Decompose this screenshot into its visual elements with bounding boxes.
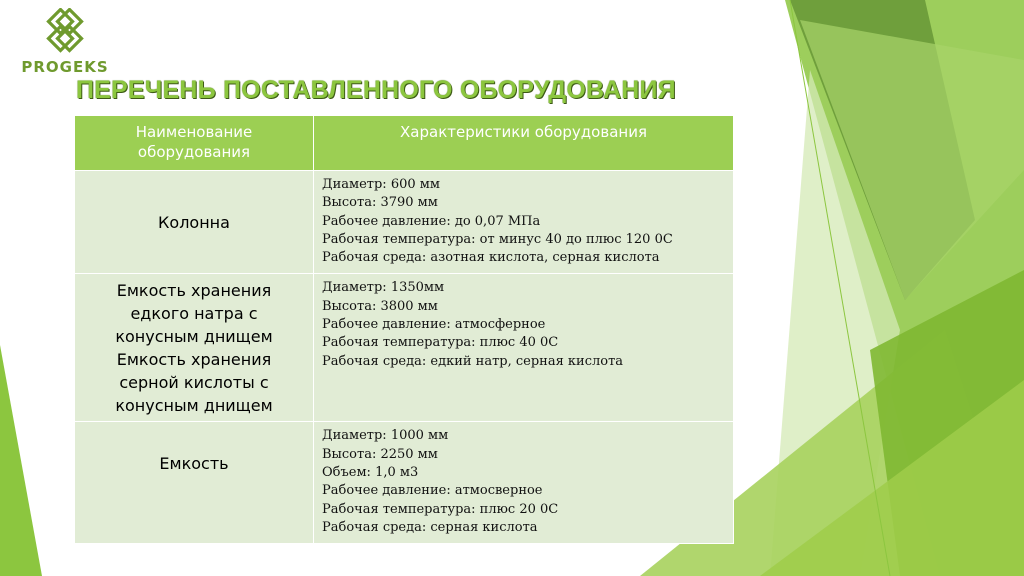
header-equipment-name: Наименование оборудования	[75, 116, 314, 171]
spec-line: Диаметр: 1350мм	[322, 280, 445, 296]
brand-logo	[14, 8, 116, 80]
equipment-name-cell	[75, 274, 314, 422]
equipment-name-cell	[75, 422, 314, 544]
table-row	[75, 171, 734, 274]
spec-line: Диаметр: 600 мм	[322, 177, 440, 192]
page-title: ПЕРЕЧЕНЬ ПОСТАВЛЕННОГО ОБОРУДОВАНИЯ	[76, 76, 676, 104]
equipment-name-line: конусным днищем	[115, 395, 273, 415]
equipment-specs-cell	[314, 171, 734, 274]
spec-line: Рабочая температура: плюс 20 0С	[322, 501, 559, 517]
spec-line: Диаметр: 1000 мм	[322, 428, 449, 444]
equipment-name-line: конусным днищем	[115, 326, 273, 346]
equipment-name-cell	[75, 171, 314, 274]
spec-line: Рабочая температура: от минус 40 до плюс 120 0С	[322, 231, 673, 247]
facet-left	[0, 345, 42, 576]
equipment-table	[74, 115, 734, 544]
spec-line: Объем: 1,0 м3	[322, 465, 419, 481]
spec-line: Высота: 3790 мм	[322, 195, 438, 211]
table-header-row	[75, 116, 734, 171]
equipment-name-line: Емкость хранения	[116, 280, 272, 300]
equipment-name-line: Емкость хранения	[116, 349, 272, 369]
spec-line: Высота: 3800 мм	[322, 298, 438, 314]
spec-line: Рабочая среда: азотная кислота, серная кислота	[322, 250, 660, 266]
brand-name: PROGEKS	[21, 58, 109, 76]
spec-line: Рабочая среда: едкий натр, серная кислота	[322, 353, 624, 369]
equipment-name-line: Емкость	[159, 454, 229, 474]
spec-line: Рабочее давление: до 0,07 МПа	[322, 213, 541, 229]
equipment-name-line: Колонна	[158, 212, 230, 232]
table-row	[75, 274, 734, 422]
equipment-specs-cell	[314, 422, 734, 544]
spec-line: Рабочая среда: серная кислота	[322, 519, 538, 535]
spec-line: Высота: 2250 мм	[322, 446, 438, 462]
spec-line: Рабочее давление: атмосферное	[322, 317, 546, 333]
equipment-specs-cell	[314, 274, 734, 422]
equipment-name-line: едкого натра с	[130, 303, 258, 323]
header-equipment-specs: Характеристики оборудования	[314, 116, 734, 171]
equipment-name-line: серной кислоты с	[119, 372, 269, 392]
spec-line: Рабочее давление: атмосверное	[322, 483, 543, 499]
table-row	[75, 422, 734, 544]
celtic-knot-icon	[38, 8, 92, 58]
spec-line: Рабочая температура: плюс 40 0С	[322, 335, 559, 351]
